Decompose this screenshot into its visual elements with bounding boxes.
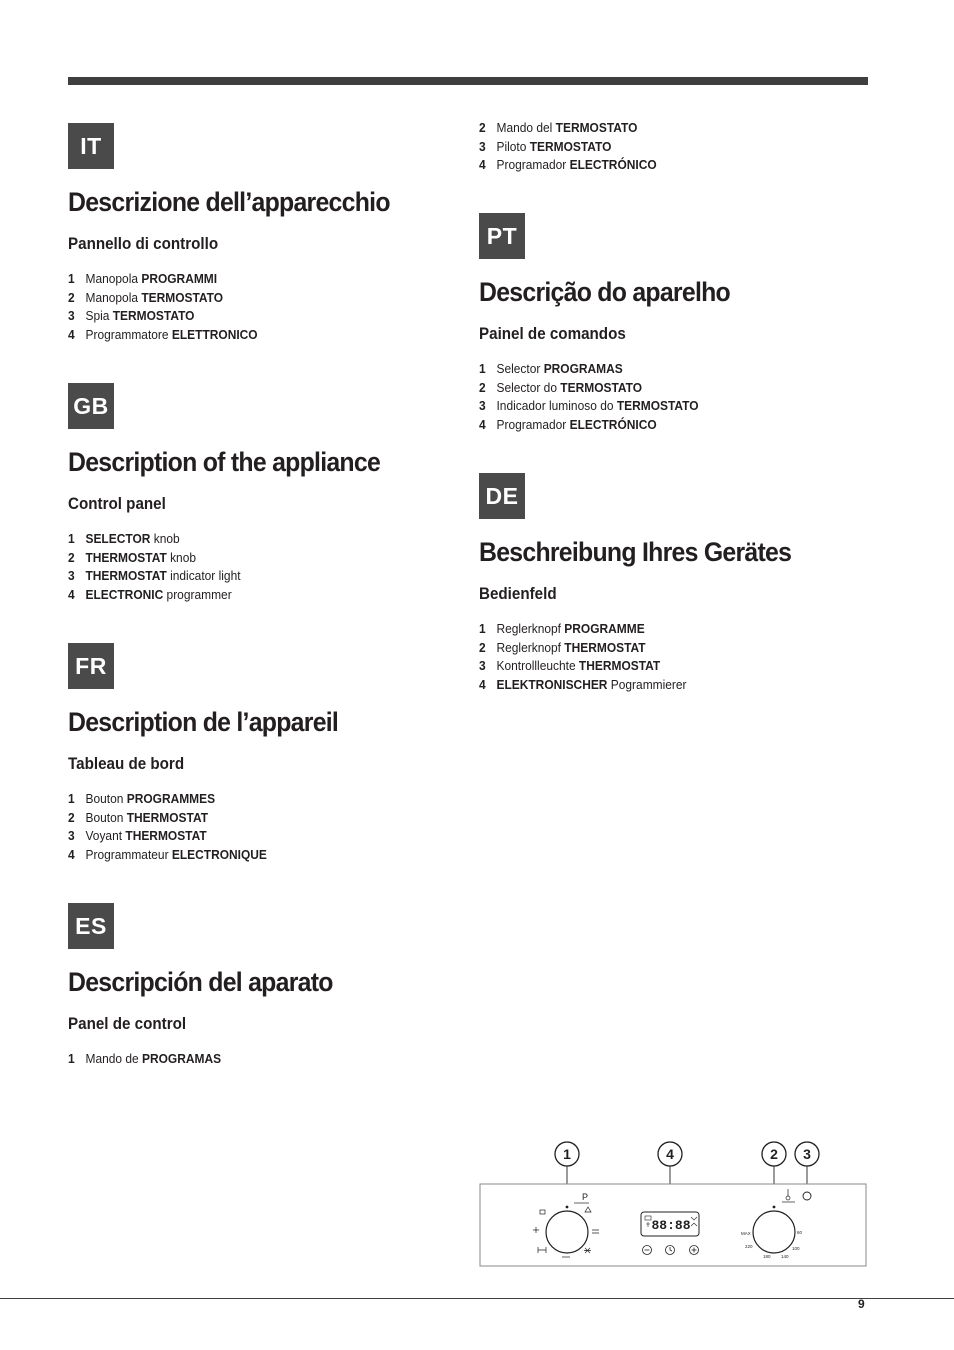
thermostat-indicator-light: [803, 1192, 811, 1200]
item-list-es: [68, 1050, 234, 1069]
thermo-tick-220: 220: [745, 1244, 753, 1249]
list-item: 1 Selector PROGRAMAS: [479, 361, 623, 376]
list-item: 3 THERMOSTAT indicator light: [68, 568, 241, 583]
list-item: 1 SELECTOR knob: [68, 531, 180, 546]
list-item: 2 Manopola TERMOSTATO: [68, 289, 224, 305]
list-item: 1 Bouton PROGRAMMES: [68, 791, 216, 806]
top-rule: [68, 77, 868, 85]
list-item: 4 Programador ELECTRÓNICO: [479, 157, 657, 172]
clock-button-icon: [666, 1246, 675, 1255]
item-list-es-continued: [479, 119, 672, 175]
section-subtitle-gb: Control panel: [68, 495, 166, 513]
lang-badge-fr: FR: [68, 643, 114, 689]
list-item: 2 THERMOSTAT knob: [68, 549, 197, 565]
bottom-rule: [0, 1298, 954, 1299]
section-title-gb: Description of the appliance: [68, 447, 381, 477]
section-gb: [68, 383, 448, 602]
section-title-fr: Description de l’appareil: [68, 707, 339, 737]
section-title-de: Beschreibung Ihres Gerätes: [479, 537, 792, 567]
list-item: 3 Kontrollleuchte THERMOSTAT: [479, 658, 661, 673]
section-title-es: Descripción del aparato: [68, 967, 333, 997]
list-item: 4 ELEKTRONISCHER Pogrammierer: [479, 676, 687, 692]
thermo-tick-max: MAX: [741, 1231, 751, 1236]
list-item: 3 Spia TERMOSTATO: [68, 308, 195, 323]
section-fr: [68, 643, 448, 862]
list-item: 2 Selector do TERMOSTATO: [479, 379, 643, 395]
thermo-tick-180: 180: [763, 1254, 771, 1259]
thermo-tick-140: 140: [781, 1254, 789, 1259]
item-list-pt: [479, 360, 718, 434]
list-item: 2 Reglerknopf THERMOSTAT: [479, 639, 646, 655]
list-item: 2 Bouton THERMOSTAT: [68, 809, 208, 825]
minus-button-icon: [643, 1246, 652, 1255]
item-list-gb: [68, 530, 256, 604]
item-list-it: [68, 270, 274, 344]
control-panel-diagram: [479, 1140, 869, 1270]
list-item: 1 Reglerknopf PROGRAMME: [479, 621, 645, 636]
section-subtitle-fr: Tableau de bord: [68, 755, 185, 773]
list-item: 1 Mando de PROGRAMAS: [68, 1051, 222, 1066]
section-subtitle-pt: Painel de comandos: [479, 325, 626, 343]
section-subtitle-it: Pannello di controllo: [68, 235, 219, 253]
list-item: 4 Programmatore ELETTRONICO: [68, 326, 258, 342]
lang-badge-es: ES: [68, 903, 114, 949]
list-item: 4 Programmateur ELECTRONIQUE: [68, 846, 267, 862]
plus-button-icon: [690, 1246, 699, 1255]
list-item: 2 Mando del TERMOSTATO: [479, 120, 638, 135]
section-de: [479, 473, 859, 692]
callout-3: [795, 1142, 819, 1188]
list-item: 4 Programador ELECTRÓNICO: [479, 416, 657, 432]
section-it: [68, 123, 448, 342]
svg-text:1: 1: [563, 1146, 571, 1162]
item-list-fr: [68, 790, 284, 864]
section-pt: [479, 213, 859, 432]
lang-badge-pt: PT: [479, 213, 525, 259]
lang-badge-it: IT: [68, 123, 114, 169]
section-subtitle-es: Panel de control: [68, 1015, 187, 1033]
list-item: 3 Indicador luminoso do TERMOSTATO: [479, 398, 699, 413]
section-title-pt: Descrição do aparelho: [479, 277, 730, 307]
lang-badge-de: DE: [479, 473, 525, 519]
section-subtitle-de: Bedienfeld: [479, 585, 557, 603]
section-es: [68, 903, 448, 1066]
list-item: 3 Voyant THERMOSTAT: [68, 828, 207, 843]
page-number: 9: [858, 1297, 865, 1311]
display-digits: 88:88: [651, 1218, 691, 1233]
lang-badge-gb: GB: [68, 383, 114, 429]
svg-text:3: 3: [803, 1146, 811, 1162]
svg-text:4: 4: [666, 1146, 674, 1162]
thermo-tick-100: 100: [792, 1246, 800, 1251]
thermo-tick-60: 60: [797, 1230, 803, 1235]
list-item: 3 Piloto TERMOSTATO: [479, 138, 612, 154]
selector-p-label: P: [582, 1192, 589, 1202]
list-item: 4 ELECTRONIC programmer: [68, 586, 232, 602]
list-item: 1 Manopola PROGRAMMI: [68, 271, 218, 286]
svg-text:2: 2: [770, 1146, 778, 1162]
section-title-it: Descrizione dell’apparecchio: [68, 187, 390, 217]
item-list-de: [479, 620, 705, 694]
electronic-programmer: [641, 1212, 699, 1255]
